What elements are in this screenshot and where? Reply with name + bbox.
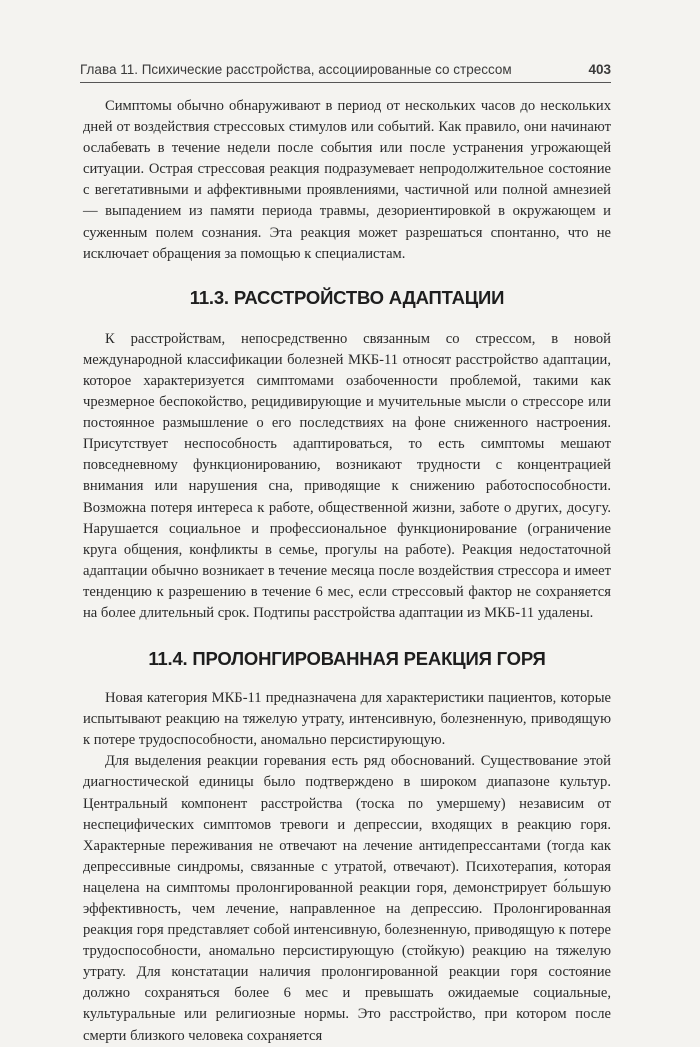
page-number: 403	[588, 62, 611, 77]
adaptation-paragraph: К расстройствам, непосредственно связанным со стрессом, в новой международной классификации болезней МКБ-11 относят расстройство адаптации, которое характеризуется симптомами озабоченности проблемой, такими как чрезмерное беспокойство, рецидивирующие и мучительные мысли о стрессоре или постоянное размышление о его последствиях на фоне сниженного настроения. Присутствует неспособность адаптироваться, то есть симптомы мешают повседневному функционированию, возникают трудности с концентрацией внимания или нарушения сна, приводящие к снижению работоспособности. Возможна потеря интереса к работе, общественной жизни, заботе о других, досугу. Нарушается социальное и профессиональное функционирование (ограничение круга общения, конфликты в семье, прогулы на работе). Реакция недостаточной адаптации обычно возникает в течение месяца после воздействия стрессора и имеет тенденцию к разрешению в течение 6 мес, если стрессовый фактор не сохраняется на более длительный срок. Подтипы расстройства адаптации из МКБ-11 удалены.	[83, 330, 611, 621]
header-rule	[80, 82, 611, 83]
grief-paragraph-2: Для выделения реакции горевания есть ряд обоснований. Существование этой диагностической единицы было подтверждено в широком диапазоне культур. Центральный компонент расстройства (тоска по умершему) независим от неспецифических симптомов тревоги и депрессии, входящих в реакцию горя. Характерные переживания не отвечают на лечение антидепрессантами (тогда как депрессивные синдромы, связанные с утратой, отвечают). Психотерапия, которая нацелена на симптомы пролонгированной реакции горя, демонстрирует бо́льшую эффективность, чем лечение, направленное на депрессию. Пролонгированная реакция горя представляет собой интенсивную, болезненную, приводящую к потере трудоспособности, аномально персистирующую (стойкую) реакцию на тяжелую утрату. Для констатации наличия пролонгированной реакции горя состояние должно сохраняться более 6 мес и превышать ожидаемые социальные, культуральные или религиозные нормы. Это расстройство, при котором после смерти близкого человека сохраняется	[83, 753, 611, 1044]
section-heading-adaptation: 11.3. РАССТРОЙСТВО АДАПТАЦИИ	[189, 286, 505, 308]
grief-paragraph-1: Новая категория МКБ-11 предназначена для характеристики пациентов, которые испытывают реакцию на тяжелую утрату, интенсивную, болезненную, приводящую к потере трудоспособности, аномально персистирующую.	[83, 690, 611, 749]
page-body	[83, 96, 611, 1047]
chapter-title: Глава 11. Психические расстройства, ассоциированные со стрессом	[80, 62, 512, 77]
intro-paragraph: Симптомы обычно обнаруживают в период от нескольких часов до нескольких дней от воздействия стрессовых стимулов или событий. Как правило, они начинают ослабевать в течение недели после события или после устранения угрожающей ситуации. Острая стрессовая реакция подразумевает непродолжительное состояние с вегетативными и аффективными проявлениями, частичной или полной амнезией — выпадением из памяти периода травмы, дезориентировкой в окружающем и суженным полем сознания. Эта реакция может разрешаться спонтанно, что не исключает обращения за помощью к специалистам.	[83, 98, 611, 262]
section-heading-grief: 11.4. ПРОЛОНГИРОВАННАЯ РЕАКЦИЯ ГОРЯ	[148, 648, 546, 670]
running-header	[80, 62, 611, 77]
